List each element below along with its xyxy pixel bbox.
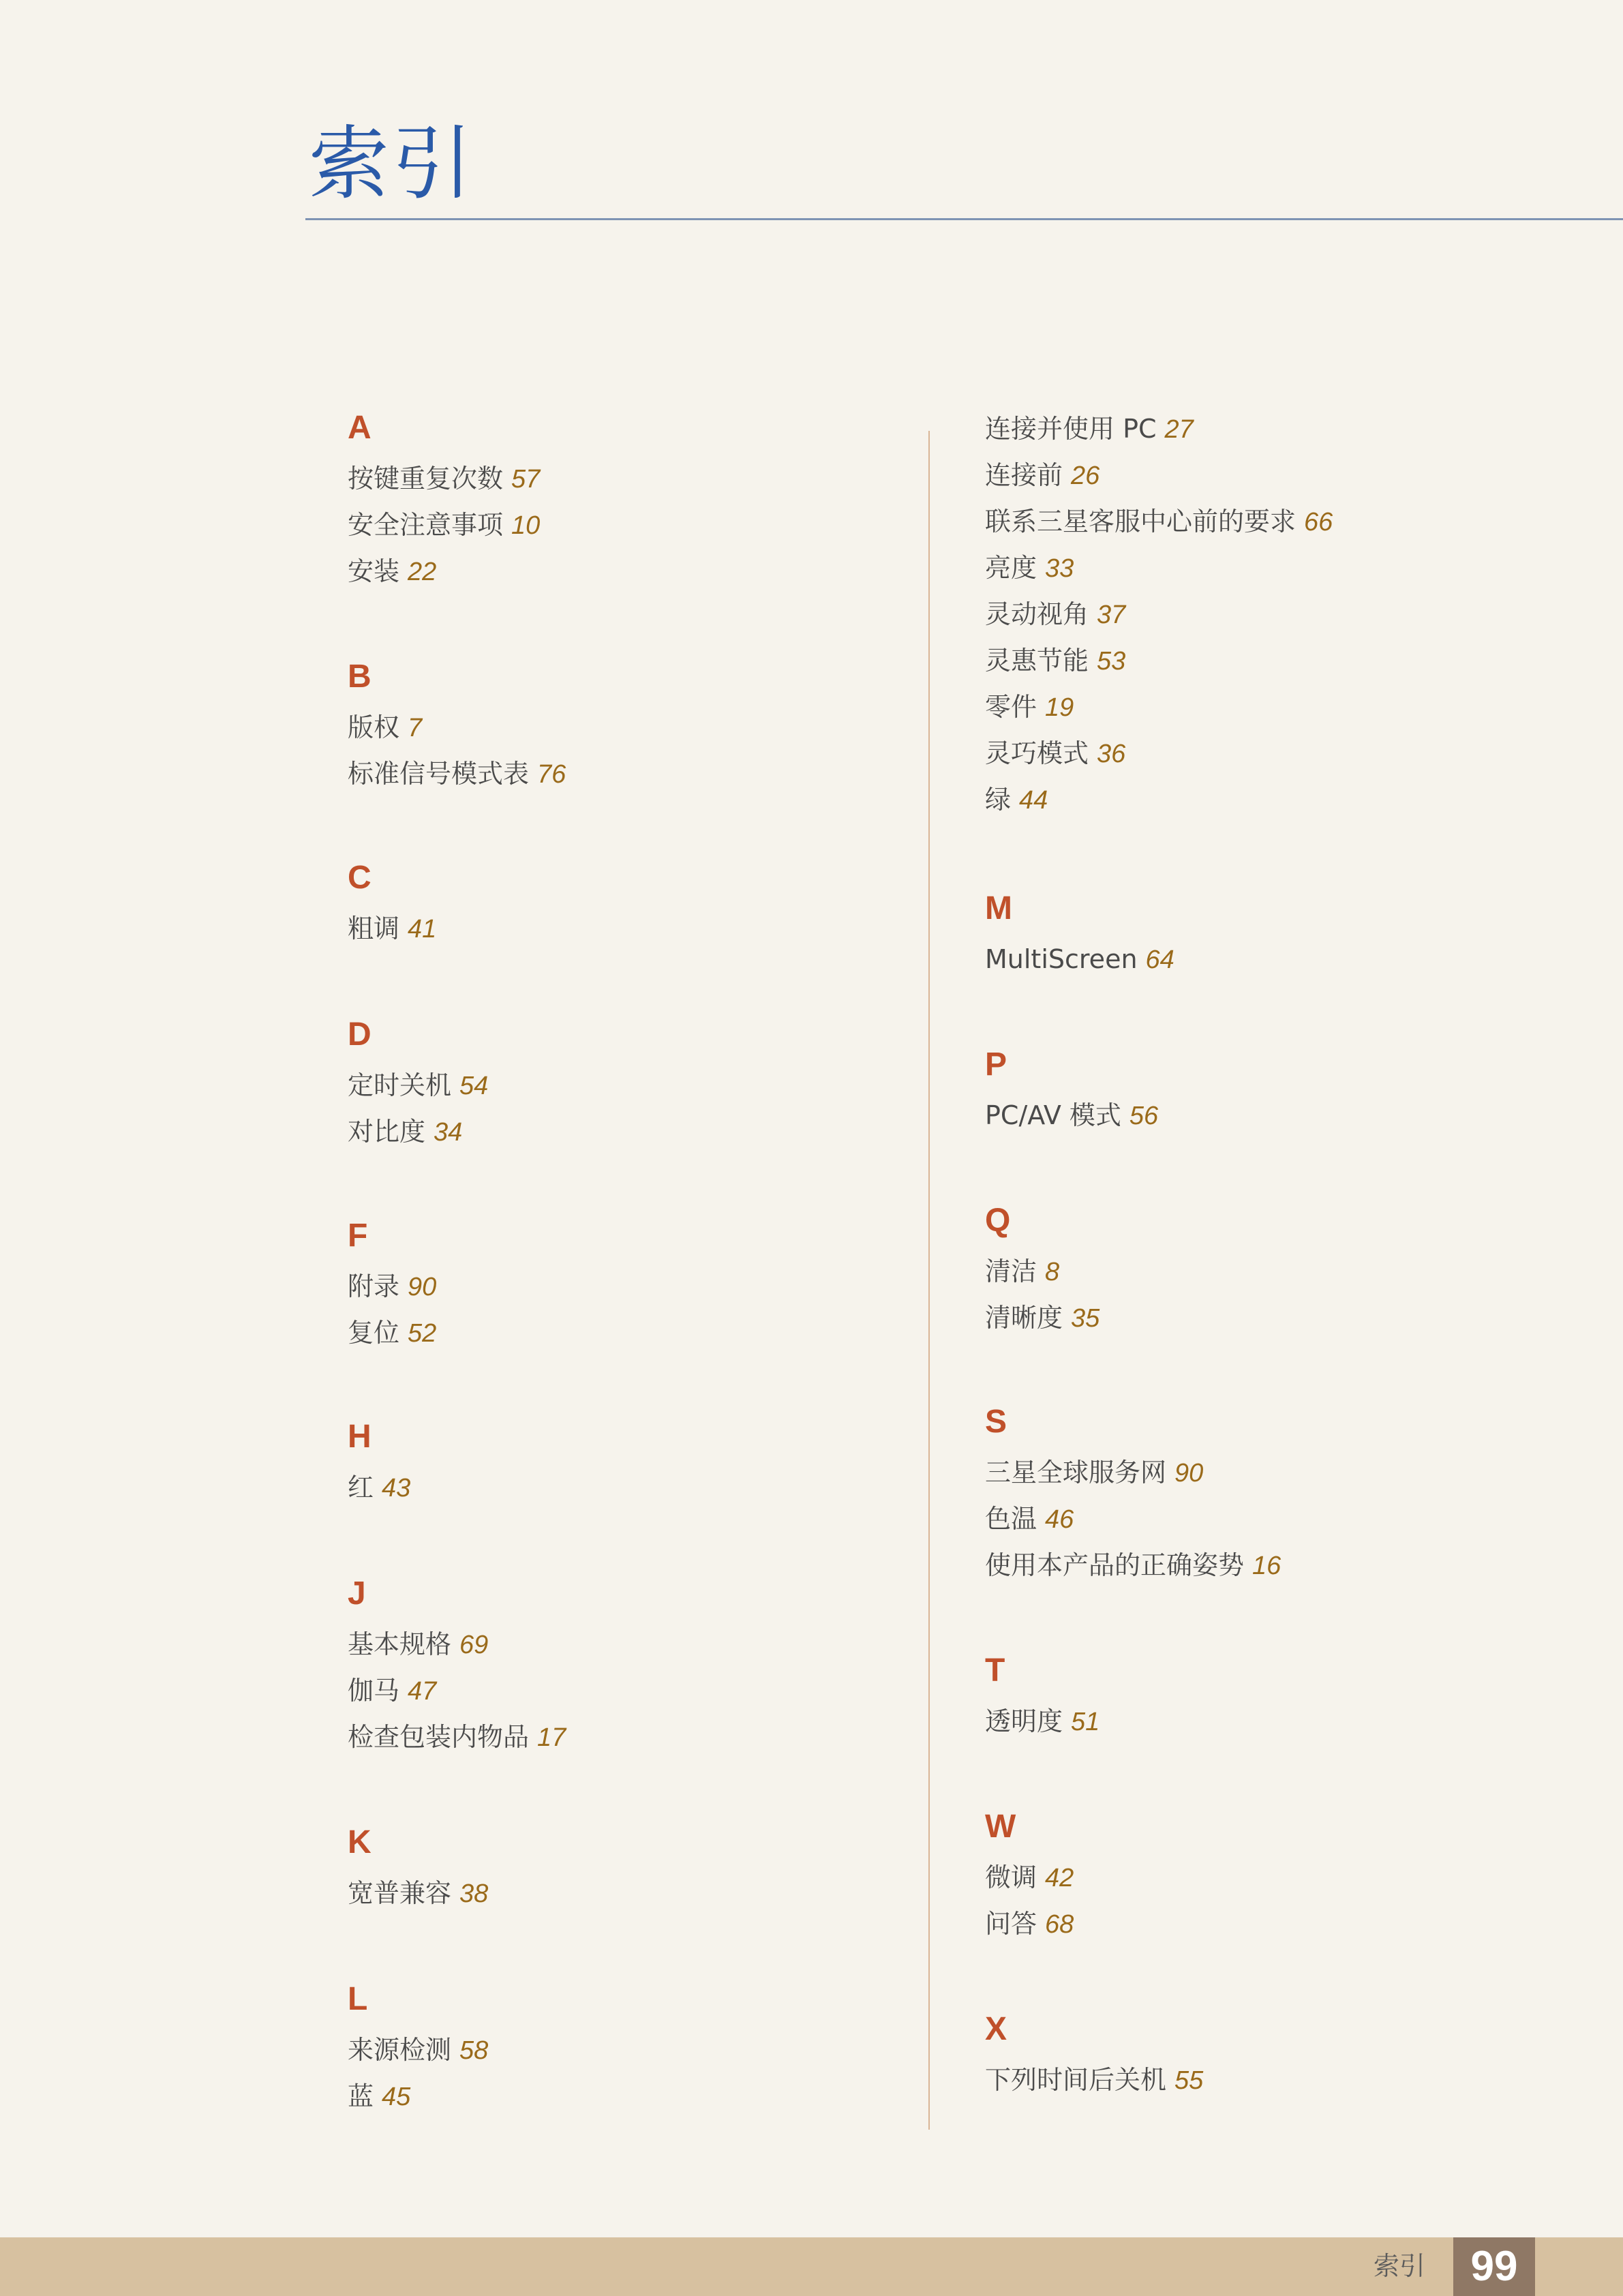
- index-page-ref[interactable]: 76: [537, 760, 566, 789]
- index-entry[interactable]: [348, 704, 566, 751]
- index-group: [348, 409, 540, 594]
- index-entry[interactable]: [985, 1542, 1281, 1588]
- index-page-ref[interactable]: 45: [382, 2083, 411, 2111]
- index-entry[interactable]: [985, 1901, 1074, 1947]
- index-term: 微调: [985, 1862, 1037, 1892]
- index-letter-heading: X: [985, 2011, 1007, 2047]
- index-page-ref[interactable]: 17: [537, 1723, 566, 1752]
- index-entry[interactable]: [985, 1092, 1158, 1138]
- index-group: [985, 1046, 1158, 1138]
- index-term: 使用本产品的正确姿势: [985, 1550, 1245, 1580]
- index-term: 三星全球服务网: [985, 1457, 1167, 1487]
- index-entry[interactable]: [985, 776, 1333, 823]
- index-page-ref[interactable]: 90: [408, 1273, 437, 1301]
- index-page-ref[interactable]: 55: [1174, 2066, 1204, 2095]
- index-page-ref[interactable]: 26: [1071, 462, 1100, 490]
- index-entry[interactable]: [985, 684, 1333, 730]
- index-page-ref[interactable]: 90: [1174, 1459, 1204, 1487]
- index-page-ref[interactable]: 53: [1097, 647, 1126, 676]
- index-entry[interactable]: [985, 1496, 1281, 1542]
- index-entry[interactable]: [985, 730, 1333, 776]
- index-term: 红: [348, 1472, 374, 1502]
- index-group: [985, 1403, 1281, 1588]
- index-term: 灵惠节能: [985, 646, 1089, 676]
- index-term: 灵巧模式: [985, 738, 1089, 768]
- index-entry[interactable]: [348, 1870, 488, 1916]
- index-group: [348, 1016, 488, 1155]
- index-term: 对比度: [348, 1117, 426, 1147]
- index-term: 亮度: [985, 553, 1037, 583]
- index-entry[interactable]: [985, 1698, 1099, 1744]
- index-letter-heading: Q: [985, 1203, 1011, 1239]
- index-group: [985, 890, 1174, 982]
- index-term: 联系三星客服中心前的要求: [985, 507, 1296, 537]
- index-page-ref[interactable]: 22: [408, 558, 437, 586]
- index-term: 清晰度: [985, 1303, 1063, 1333]
- index-entry[interactable]: [348, 2073, 488, 2119]
- index-page-ref[interactable]: 64: [1145, 946, 1174, 974]
- index-letter-heading: S: [985, 1404, 1007, 1440]
- index-page-ref[interactable]: 66: [1304, 508, 1333, 537]
- index-term: 按键重复次数: [348, 464, 504, 494]
- index-page-ref[interactable]: 43: [382, 1474, 411, 1502]
- index-page-ref[interactable]: 57: [511, 465, 541, 494]
- index-letter-heading: B: [348, 659, 371, 695]
- index-page-ref[interactable]: 35: [1071, 1304, 1100, 1333]
- index-page-ref[interactable]: 69: [459, 1631, 489, 1659]
- index-term: 清洁: [985, 1256, 1037, 1286]
- index-term: 色温: [985, 1504, 1037, 1534]
- index-term: 绿: [985, 785, 1012, 815]
- title-rule: [305, 218, 1623, 220]
- page-number: 99: [1453, 2237, 1535, 2296]
- index-page-ref[interactable]: 8: [1045, 1258, 1060, 1286]
- index-term: 检查包装内物品: [348, 1722, 530, 1752]
- index-entry[interactable]: [985, 498, 1333, 545]
- index-page-ref[interactable]: 56: [1129, 1102, 1159, 1130]
- index-page-ref[interactable]: 42: [1045, 1864, 1074, 1892]
- index-letter-heading: M: [985, 890, 1012, 926]
- index-page-ref[interactable]: 37: [1097, 601, 1126, 629]
- index-term: PC/AV 模式: [985, 1100, 1121, 1130]
- column-divider: [928, 431, 930, 2130]
- index-term: 来源检测: [348, 2035, 452, 2065]
- index-term: 伽马: [348, 1676, 400, 1706]
- index-term: MultiScreen: [985, 944, 1138, 974]
- index-letter-heading: P: [985, 1046, 1007, 1083]
- index-entry[interactable]: [985, 936, 1174, 982]
- index-entry[interactable]: [348, 1667, 566, 1714]
- index-term: 复位: [348, 1318, 400, 1348]
- index-page-ref[interactable]: 36: [1097, 740, 1126, 768]
- index-group: [985, 1808, 1074, 1947]
- index-page-ref[interactable]: 52: [408, 1319, 437, 1348]
- index-term: 零件: [985, 692, 1037, 722]
- index-page-ref[interactable]: 10: [511, 511, 541, 540]
- index-entry[interactable]: [348, 1714, 566, 1760]
- index-entry[interactable]: [985, 2057, 1203, 2103]
- index-group: [348, 1418, 410, 1511]
- index-term: 下列时间后关机: [985, 2065, 1167, 2095]
- index-term: 连接前: [985, 460, 1063, 490]
- index-page-ref[interactable]: 51: [1071, 1708, 1100, 1736]
- index-page-ref[interactable]: 41: [408, 915, 437, 943]
- index-entry[interactable]: [348, 751, 566, 797]
- index-page-ref[interactable]: 54: [459, 1072, 489, 1100]
- index-entry[interactable]: [348, 1464, 410, 1511]
- index-page-ref[interactable]: 33: [1045, 554, 1074, 583]
- index-group: [985, 2010, 1203, 2103]
- index-letter-heading: J: [348, 1575, 366, 1612]
- index-entry[interactable]: [985, 545, 1333, 591]
- index-page-ref[interactable]: 47: [408, 1677, 437, 1706]
- index-group: [348, 1575, 566, 1760]
- index-term: 透明度: [985, 1706, 1063, 1736]
- index-letter-heading: W: [985, 1809, 1016, 1845]
- index-entry[interactable]: [348, 1310, 436, 1356]
- index-entry[interactable]: [985, 1295, 1099, 1341]
- index-group: [348, 1217, 436, 1356]
- index-entry[interactable]: [348, 548, 540, 594]
- index-entry[interactable]: [985, 452, 1333, 498]
- index-entry[interactable]: [985, 1854, 1074, 1901]
- index-page-ref[interactable]: 19: [1045, 693, 1074, 722]
- index-letter-heading: F: [348, 1218, 368, 1254]
- index-term: 连接并使用 PC: [985, 414, 1157, 444]
- index-page-ref[interactable]: 38: [459, 1879, 489, 1908]
- index-term: 问答: [985, 1909, 1037, 1939]
- index-entry[interactable]: [348, 455, 540, 502]
- index-term: 安全注意事项: [348, 510, 504, 540]
- index-term: 版权: [348, 712, 400, 742]
- index-entry[interactable]: [985, 591, 1333, 637]
- index-entry[interactable]: [348, 1108, 488, 1155]
- index-group: [985, 1202, 1099, 1341]
- index-entry[interactable]: [348, 502, 540, 548]
- index-letter-heading: C: [348, 860, 371, 896]
- index-entry[interactable]: [985, 637, 1333, 684]
- index-letter-heading: T: [985, 1652, 1005, 1689]
- index-entry[interactable]: [985, 406, 1333, 452]
- index-term: 宽普兼容: [348, 1878, 452, 1908]
- index-entry[interactable]: [985, 1248, 1099, 1295]
- index-term: 标准信号模式表: [348, 759, 530, 789]
- index-letter-heading: A: [348, 410, 371, 446]
- index-term: 附录: [348, 1271, 400, 1301]
- index-term: 基本规格: [348, 1629, 452, 1659]
- index-page-ref[interactable]: 46: [1045, 1505, 1074, 1534]
- index-group: [985, 1652, 1099, 1744]
- index-page-ref[interactable]: 44: [1019, 786, 1048, 815]
- index-entry[interactable]: [348, 905, 436, 952]
- index-entry[interactable]: [348, 1263, 436, 1310]
- index-page-ref[interactable]: 34: [434, 1118, 463, 1147]
- index-group: [348, 1980, 488, 2119]
- index-group: [348, 658, 566, 797]
- page-title: 索引: [309, 117, 476, 211]
- index-entry[interactable]: [348, 1621, 566, 1667]
- index-page-ref[interactable]: 16: [1252, 1552, 1281, 1580]
- index-term: 安装: [348, 556, 400, 586]
- index-page-ref[interactable]: 7: [408, 714, 423, 742]
- index-term: 粗调: [348, 913, 400, 943]
- index-group: [348, 859, 436, 952]
- index-letter-heading: H: [348, 1419, 371, 1455]
- index-entry[interactable]: [348, 1062, 488, 1108]
- index-entry[interactable]: [985, 1449, 1281, 1496]
- index-term: 蓝: [348, 2081, 374, 2111]
- index-term: 定时关机: [348, 1070, 452, 1100]
- index-page-ref[interactable]: 68: [1045, 1910, 1074, 1939]
- index-term: 灵动视角: [985, 599, 1089, 629]
- index-letter-heading: D: [348, 1016, 371, 1053]
- index-group: [985, 406, 1333, 823]
- index-page-ref[interactable]: 27: [1164, 415, 1194, 444]
- index-group: [348, 1824, 488, 1916]
- index-entry[interactable]: [348, 2027, 488, 2073]
- index-letter-heading: L: [348, 1981, 368, 2017]
- index-letter-heading: K: [348, 1824, 371, 1860]
- index-page-ref[interactable]: 58: [459, 2036, 489, 2065]
- footer-section-label: 索引: [1374, 2251, 1426, 2281]
